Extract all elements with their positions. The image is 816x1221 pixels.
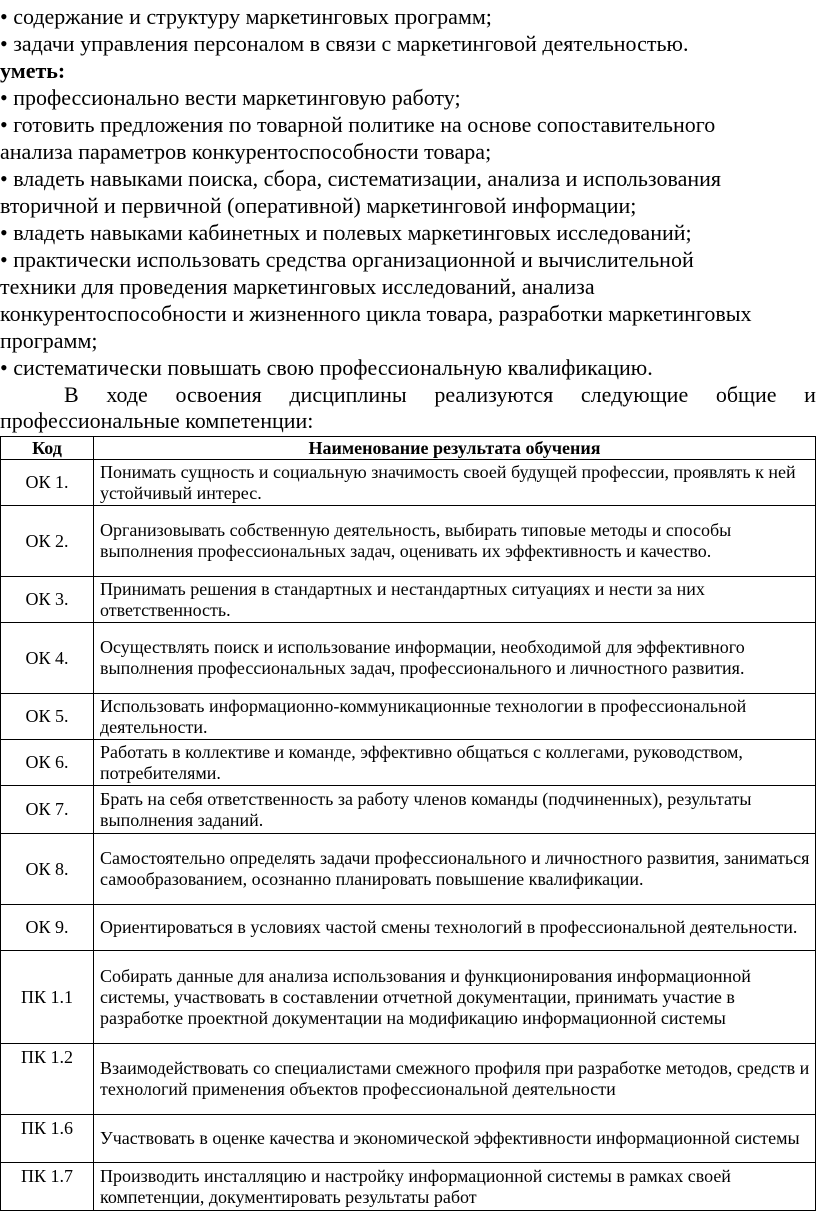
competency-code: ОК 5. [1,694,94,740]
competency-code: ОК 4. [1,623,94,694]
competency-description: Понимать сущность и социальную значимость своей будущей профессии, проявлять к ней устойчивый интерес. [94,460,816,506]
intro-word: дисциплины [289,382,407,407]
competency-code: ОК 6. [1,740,94,786]
skills-line: техники для проведения маркетинговых исследований, анализа [0,274,595,299]
skills-line: • готовить предложения по товарной политике на основе сопоставительного [0,112,716,137]
skills-line: • профессионально вести маркетинговую работу; [0,85,461,110]
competency-description: Организовывать собственную деятельность, выбирать типовые методы и способы выполнения профессиональных задач, оценивать их эффективность и качество. [94,506,816,577]
table-row [1,460,816,506]
intro-word: ходе [106,382,148,407]
intro-word: общие [715,382,777,407]
column-header-code: Код [1,437,94,460]
competency-description: Брать на себя ответственность за работу членов команды (подчиненных), результаты выполнения заданий. [94,786,816,834]
table-row [1,694,816,740]
column-header-result: Наименование результата обучения [94,437,816,460]
intro-word: и [804,382,816,407]
intro-word: реализуются [434,382,554,407]
table-row [1,1044,816,1115]
table-row [1,951,816,1044]
competency-description: Взаимодействовать со специалистами смежного профиля при разработке методов, средств и технологий применения объектов профессиональной деятельности [94,1044,816,1115]
intro-word: В [64,382,79,407]
table-row [1,1163,816,1211]
competency-description: Участвовать в оценке качества и экономической эффективности информационной системы [94,1115,816,1163]
competency-description: Осуществлять поиск и использование информации, необходимой для эффективного выполнения профессиональных задач, профессионального и личностного развития. [94,623,816,694]
table-row [1,740,816,786]
table-row [1,905,816,951]
skills-line: конкурентоспособности и жизненного цикла товара, разработки маркетинговых [0,301,752,326]
table-row [1,623,816,694]
table-row [1,834,816,905]
competencies-table [0,436,816,1211]
intro-word: освоения [175,382,262,407]
competency-code: ОК 8. [1,834,94,905]
competency-code: ПК 1.2 [1,1044,94,1115]
bullet-item: • содержание и структуру маркетинговых программ; [0,4,492,29]
intro-paragraph-end: профессиональные компетенции: [0,408,314,433]
competency-description: Использовать информационно-коммуникационные технологии в профессиональной деятельности. [94,694,816,740]
competency-code: ПК 1.1 [1,951,94,1044]
skills-line: • владеть навыками поиска, сбора, систематизации, анализа и использования [0,166,722,191]
competency-description: Собирать данные для анализа использования и функционирования информационной системы, участвовать в составлении отчетной документации, принимать участие в разработке проектной документации на модификацию информационной системы [94,951,816,1044]
skills-heading: уметь: [0,58,66,83]
bullet-item: • задачи управления персоналом в связи с маркетинговой деятельностью. [0,31,689,56]
competency-description: Производить инсталляцию и настройку информационной системы в рамках своей компетенции, документировать результаты работ [94,1163,816,1211]
competency-description: Ориентироваться в условиях частой смены технологий в профессиональной деятельности. [94,905,816,951]
competency-code: ОК 7. [1,786,94,834]
table-header-row [1,437,816,460]
skills-line: программ; [0,328,98,353]
skills-line: • систематически повышать свою профессиональную квалификацию. [0,355,653,380]
competency-code: ПК 1.7 [1,1163,94,1211]
competency-code: ОК 9. [1,905,94,951]
skills-line: вторичной и первичной (оперативной) маркетинговой информации; [0,193,637,218]
competency-code: ПК 1.6 [1,1115,94,1163]
competency-description: Самостоятельно определять задачи профессионального и личностного развития, заниматься самообразованием, осознанно планировать повышение квалификации. [94,834,816,905]
competency-code: ОК 3. [1,577,94,623]
table-row [1,786,816,834]
intro-word: следующие [580,382,689,407]
table-row [1,506,816,577]
intro-paragraph-line [0,382,816,408]
competency-code: ОК 2. [1,506,94,577]
competency-code: ОК 1. [1,460,94,506]
competency-description: Работать в коллективе и команде, эффективно общаться с коллегами, руководством, потребителями. [94,740,816,786]
table-row [1,1115,816,1163]
skills-line: • владеть навыками кабинетных и полевых маркетинговых исследований; [0,220,692,245]
competency-description: Принимать решения в стандартных и нестандартных ситуациях и нести за них ответственность. [94,577,816,623]
table-row [1,577,816,623]
skills-line: анализа параметров конкурентоспособности товара; [0,139,492,164]
skills-line: • практически использовать средства организационной и вычислительной [0,247,694,272]
